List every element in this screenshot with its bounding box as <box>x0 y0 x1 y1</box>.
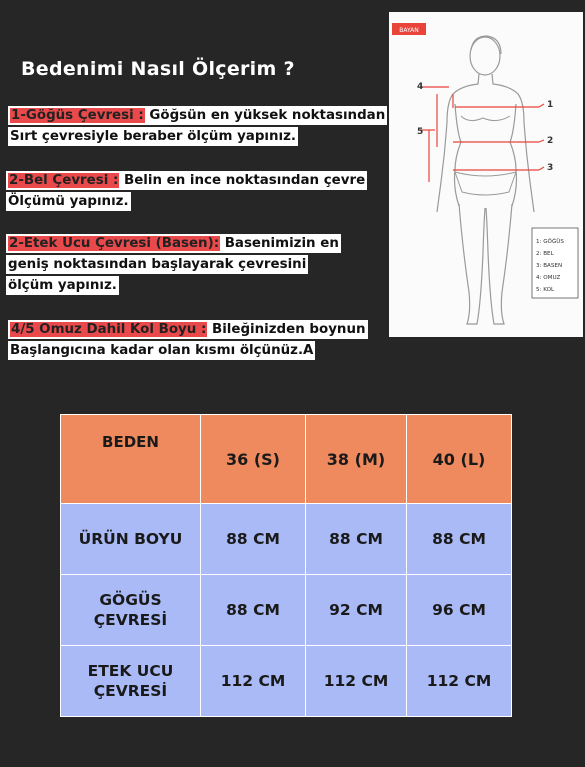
row-label-hem: ETEK UCU ÇEVRESİ <box>61 646 201 717</box>
table-cell: 88 CM <box>201 504 306 575</box>
instruction-sleeve-text-2: Başlangıcına kadar olan kısmı ölçünüz.A <box>10 343 314 358</box>
legend-item-bust: 1: GÖĞÜS <box>536 239 564 245</box>
marker-3: 3 <box>547 163 554 173</box>
instruction-hip-text-2: geniş noktasından başlayarak çevresini <box>8 257 307 272</box>
instruction-hip <box>6 234 341 297</box>
figure-tag-text: BAYAN <box>399 27 419 34</box>
header-size-38: 38 (M) <box>306 415 407 504</box>
table-cell: 112 CM <box>201 646 306 717</box>
marker-4: 4 <box>417 82 424 92</box>
table-cell: 88 CM <box>407 504 512 575</box>
size-table <box>60 414 512 717</box>
instruction-sleeve <box>8 320 368 362</box>
header-size-40: 40 (L) <box>407 415 512 504</box>
table-row-bust <box>61 575 512 646</box>
legend-item-hip: 3: BASEN <box>536 263 563 269</box>
marker-1: 1 <box>547 100 554 110</box>
instruction-sleeve-text: Bileğinizden boynun <box>207 322 366 337</box>
header-size-36: 36 (S) <box>201 415 306 504</box>
instruction-hip-label: 2-Etek Ucu Çevresi (Basen): <box>9 236 220 251</box>
instruction-hip-text-3: ölçüm yapınız. <box>8 278 117 293</box>
instruction-hip-text: Basenimizin en <box>220 236 339 251</box>
table-cell: 88 CM <box>306 504 407 575</box>
table-cell: 88 CM <box>201 575 306 646</box>
table-cell: 112 CM <box>306 646 407 717</box>
instruction-bust-label: 1-Göğüs Çevresi : <box>11 108 144 123</box>
instruction-waist-label: 2-Bel Çevresi : <box>9 173 119 188</box>
row-label-length: ÜRÜN BOYU <box>61 504 201 575</box>
instruction-bust-text-2: Sırt çevresiyle beraber ölçüm yapınız. <box>10 129 297 144</box>
page-title: Bedenimi Nasıl Ölçerim ? <box>21 58 295 80</box>
instruction-sleeve-label: 4/5 Omuz Dahil Kol Boyu : <box>11 322 207 337</box>
legend-item-shoulder: 4: OMUZ <box>536 275 561 281</box>
instruction-bust-text: Göğsün en yüksek noktasından <box>144 108 386 123</box>
table-cell: 92 CM <box>306 575 407 646</box>
legend-item-sleeve: 5: KOL <box>536 287 555 293</box>
table-cell: 112 CM <box>407 646 512 717</box>
row-label-bust: GÖGÜS ÇEVRESİ <box>61 575 201 646</box>
marker-2: 2 <box>547 136 554 146</box>
body-outline-illustration <box>389 12 583 337</box>
instruction-waist-text-2: Ölçümü yapınız. <box>8 194 129 209</box>
instruction-waist-text: Belin en ince noktasından çevre <box>119 173 366 188</box>
marker-5: 5 <box>417 127 424 137</box>
table-row-length <box>61 504 512 575</box>
header-size: BEDEN <box>61 415 201 504</box>
table-row-hem <box>61 646 512 717</box>
table-cell: 96 CM <box>407 575 512 646</box>
body-measurement-figure <box>389 12 583 337</box>
instruction-bust <box>8 106 387 148</box>
size-table-header <box>61 415 512 504</box>
instruction-waist <box>6 171 367 213</box>
legend-item-waist: 2: BEL <box>536 251 554 257</box>
